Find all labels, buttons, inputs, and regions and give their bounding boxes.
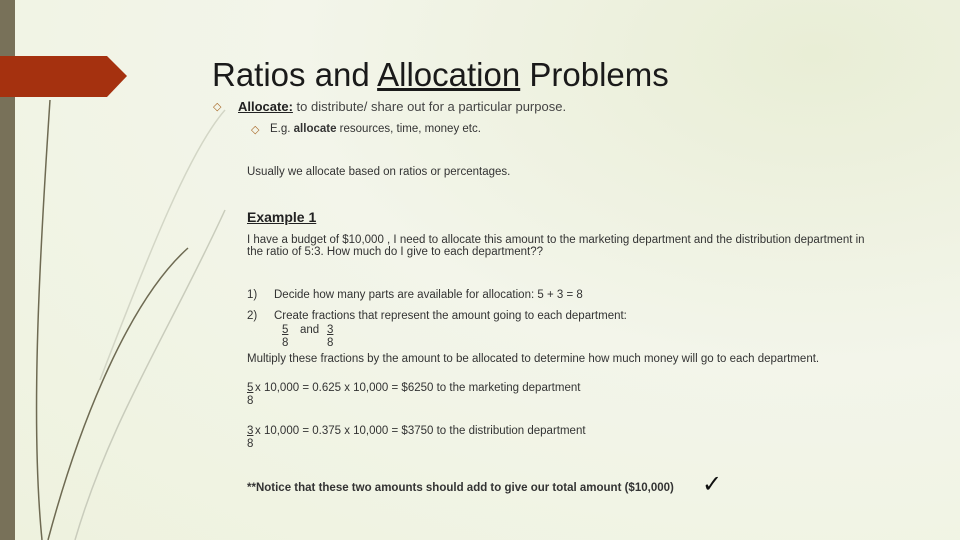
title-banner [0, 56, 127, 97]
slide-title: Ratios and Allocation Problems [212, 56, 669, 93]
diamond-bullet-icon: ◇ [251, 124, 260, 136]
diamond-bullet-icon: ◇ [213, 101, 222, 113]
problem-line-1: I have a budget of $10,000 , I need to allocate this amount to the marketing department and the distribution department in [247, 234, 865, 246]
notice-text: **Notice that these two amounts should add to give our total amount ($10,000) [247, 482, 674, 494]
bullet-allocate: Allocate: to distribute/ share out for a particular purpose. [238, 99, 567, 114]
calc1-fraction: $\frac{5}{8}$ [247, 382, 254, 407]
bullet-example: E.g. allocate resources, time, money etc. [270, 123, 481, 135]
checkmark-icon: ✓ [702, 471, 723, 498]
step-2-number: 2) [247, 310, 258, 322]
calc2-fraction: $\frac{3}{8}$ [247, 425, 254, 450]
usually-text: Usually we allocate based on ratios or percentages. [247, 166, 511, 178]
calc2-text: x 10,000 = 0.375 x 10,000 = $3750 to the distribution department [255, 425, 586, 437]
and-text: and [300, 324, 320, 336]
fraction-5-8: $\frac{5}{8}$ [282, 324, 289, 349]
step-1-number: 1) [247, 289, 258, 301]
problem-line-2: the ratio of 5:3. How much do I give to each department?? [247, 246, 543, 258]
calc1-text: x 10,000 = 0.625 x 10,000 = $6250 to the marketing department [255, 382, 581, 394]
fraction-3-8: $\frac{3}{8}$ [327, 324, 334, 349]
example-heading: Example 1 [247, 209, 317, 225]
multiply-text: Multiply these fractions by the amount to be allocated to determine how much money will go to each department. [247, 353, 820, 365]
step-2-text: Create fractions that represent the amount going to each department: [274, 310, 627, 322]
step-1-text: Decide how many parts are available for allocation: 5 + 3 = 8 [274, 289, 583, 301]
